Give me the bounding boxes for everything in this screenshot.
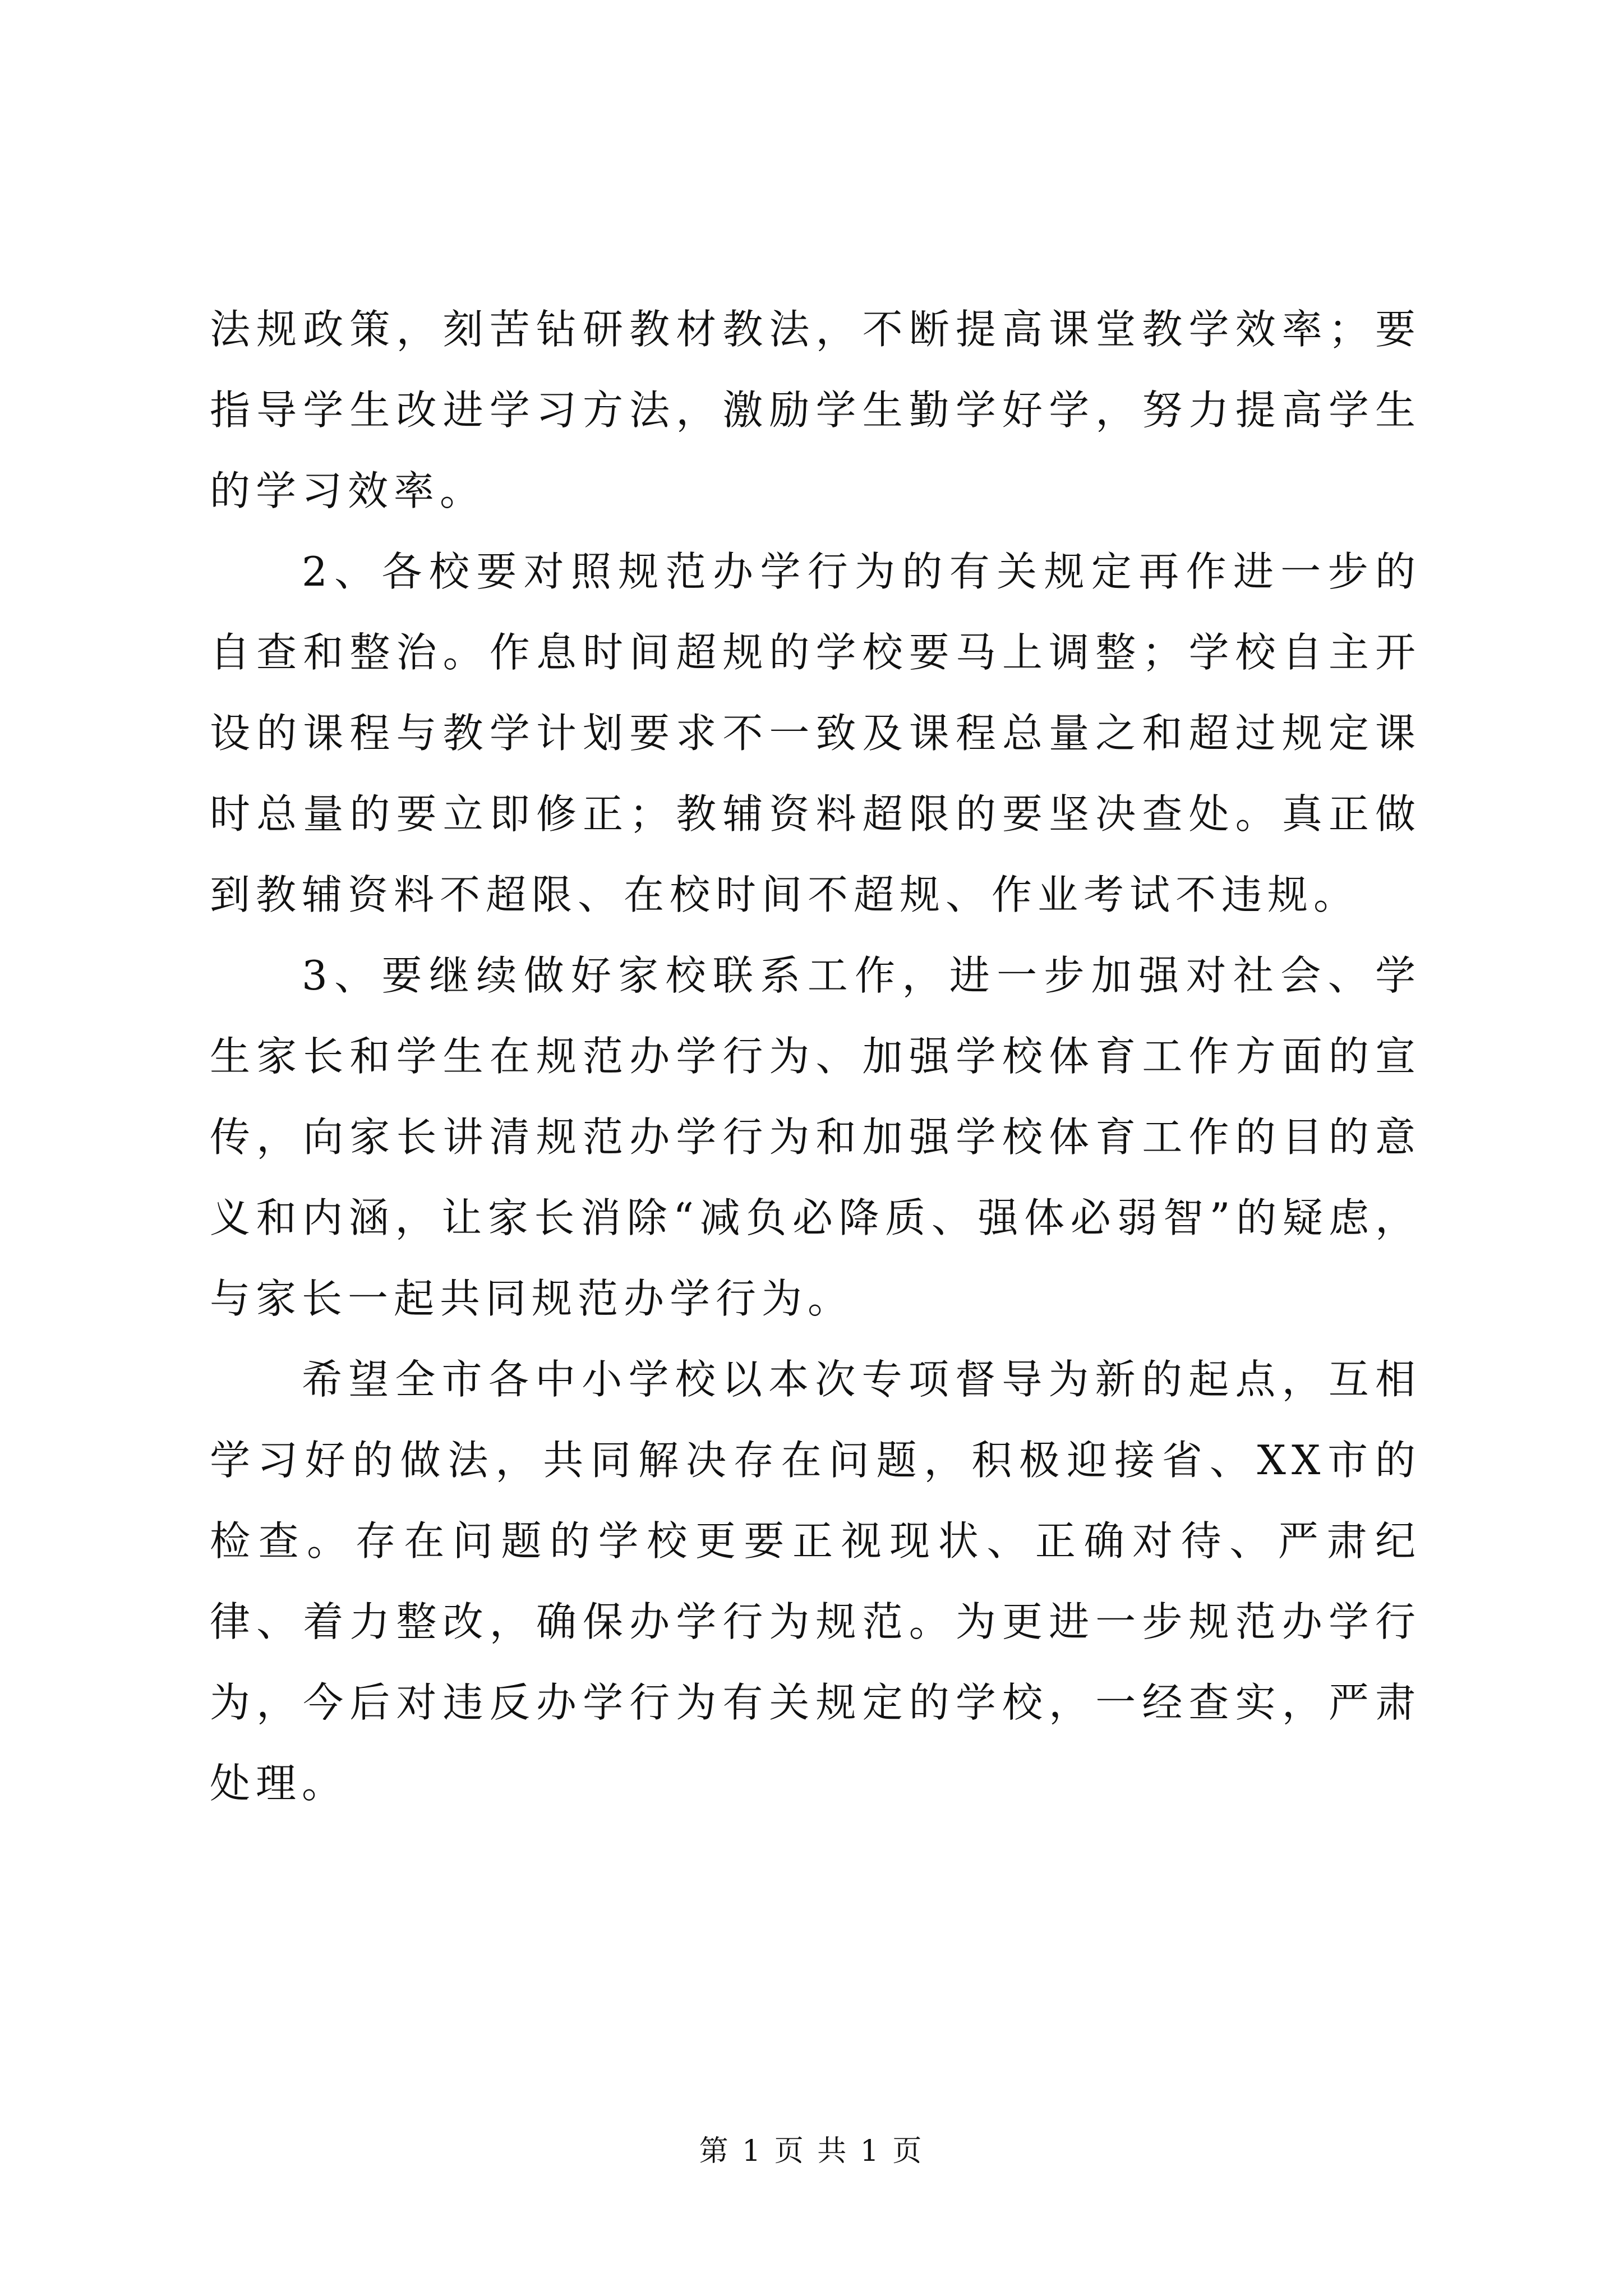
paragraph-item-3: 3、要继续做好家校联系工作，进一步加强对社会、学生家长和学生在规范办学行为、加强学校体育工作方面的宣传，向家长讲清规范办学行为和加强学校体育工作的目的意义和内涵，让家长消除“减负必降质、强体必弱智”的疑虑，与家长一起共同规范办学行为。 xyxy=(210,952,1421,1322)
paragraph-closing: 希望全市各中小学校以本次专项督导为新的起点，互相学习好的做法，共同解决存在问题，积极迎接省、XX市的检查。存在问题的学校更要正视现状、正确对待、严肃纪律、着力整改，确保办学行为规范。为更进一步规范办学行为，今后对违反办学行为有关规定的学校，一经查实，严肃处理。 xyxy=(210,1356,1421,1807)
paragraph-item-2: 2、各校要对照规范办学行为的有关规定再作进一步的自查和整治。作息时间超规的学校要马上调整；学校自主开设的课程与教学计划要求不一致及课程总量之和超过规定课时总量的要立即修正；教辅资料超限的要坚决查处。真正做到教辅资料不超限、在校时间不超规、作业考试不违规。 xyxy=(210,548,1421,918)
paragraph-continuation: 法规政策，刻苦钻研教材教法，不断提高课堂教学效率；要指导学生改进学习方法，激励学生勤学好学，努力提高学生的学习效率。 xyxy=(210,306,1421,514)
document-body xyxy=(210,289,1421,1824)
page-footer: 第 1 页 共 1 页 xyxy=(699,2134,924,2168)
